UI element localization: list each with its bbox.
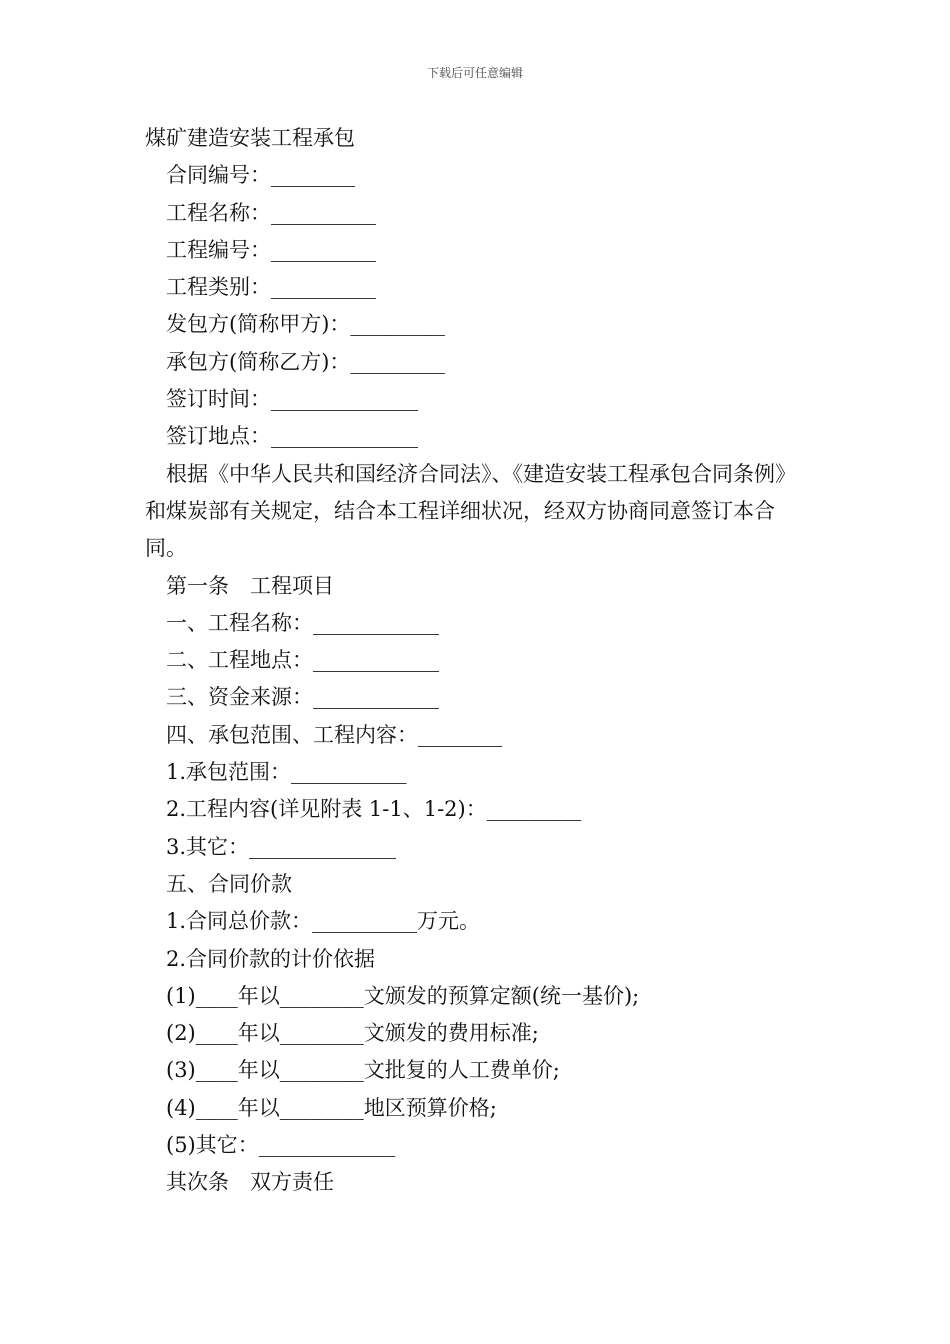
page-header: 下载后可任意编辑 bbox=[426, 66, 523, 80]
article-1-heading: 第一条 工程项目 bbox=[166, 573, 334, 598]
field-project-number: 工程编号：__________ bbox=[166, 237, 376, 262]
item-project-location: 二、工程地点：____________ bbox=[166, 648, 439, 673]
subitem-pricing-basis: 2.合同价款的计价依据 bbox=[166, 946, 376, 971]
basis-item-4: (4)____年以________地区预算价格; bbox=[166, 1095, 497, 1120]
item-scope-content: 四、承包范围、工程内容：________ bbox=[166, 722, 502, 747]
item-project-name: 一、工程名称：____________ bbox=[166, 610, 439, 635]
subitem-other: 3.其它：______________ bbox=[166, 834, 397, 859]
field-project-category: 工程类别：__________ bbox=[166, 275, 376, 300]
basis-item-5: (5)其它：_____________ bbox=[166, 1133, 396, 1158]
document-body bbox=[145, 120, 815, 1202]
basis-item-3: (3)____年以________文批复的人工费单价; bbox=[166, 1058, 560, 1083]
basis-item-2: (2)____年以________文颁发的费用标准; bbox=[166, 1021, 539, 1046]
article-2-heading: 其次条 双方责任 bbox=[166, 1170, 334, 1195]
field-signing-time: 签订时间：______________ bbox=[166, 387, 418, 412]
field-signing-place: 签订地点：______________ bbox=[166, 424, 418, 449]
subitem-total-price: 1.合同总价款：__________万元。 bbox=[166, 909, 481, 934]
field-party-b: 承包方(简称乙方)：_________ bbox=[166, 349, 445, 374]
item-contract-price: 五、合同价款 bbox=[166, 871, 292, 896]
field-contract-number: 合同编号：________ bbox=[166, 163, 355, 188]
basis-item-1: (1)____年以________文颁发的预算定额(统一基价); bbox=[166, 983, 640, 1008]
document-title: 煤矿建造安装工程承包 bbox=[145, 126, 355, 150]
subitem-content: 2.工程内容(详见附表 1-1、1-2)：_________ bbox=[166, 797, 582, 822]
intro-paragraph: 根据《中华人民共和国经济合同法》、《建造安装工程承包合同条例》和煤炭部有关规定，结合本工程详细状况，经双方协商同意签订本合同。 bbox=[145, 461, 796, 561]
subitem-scope: 1.承包范围：___________ bbox=[166, 760, 407, 785]
field-project-name: 工程名称：__________ bbox=[166, 200, 376, 225]
field-party-a: 发包方(简称甲方)：_________ bbox=[166, 312, 445, 337]
item-funding-source: 三、资金来源：____________ bbox=[166, 685, 439, 710]
